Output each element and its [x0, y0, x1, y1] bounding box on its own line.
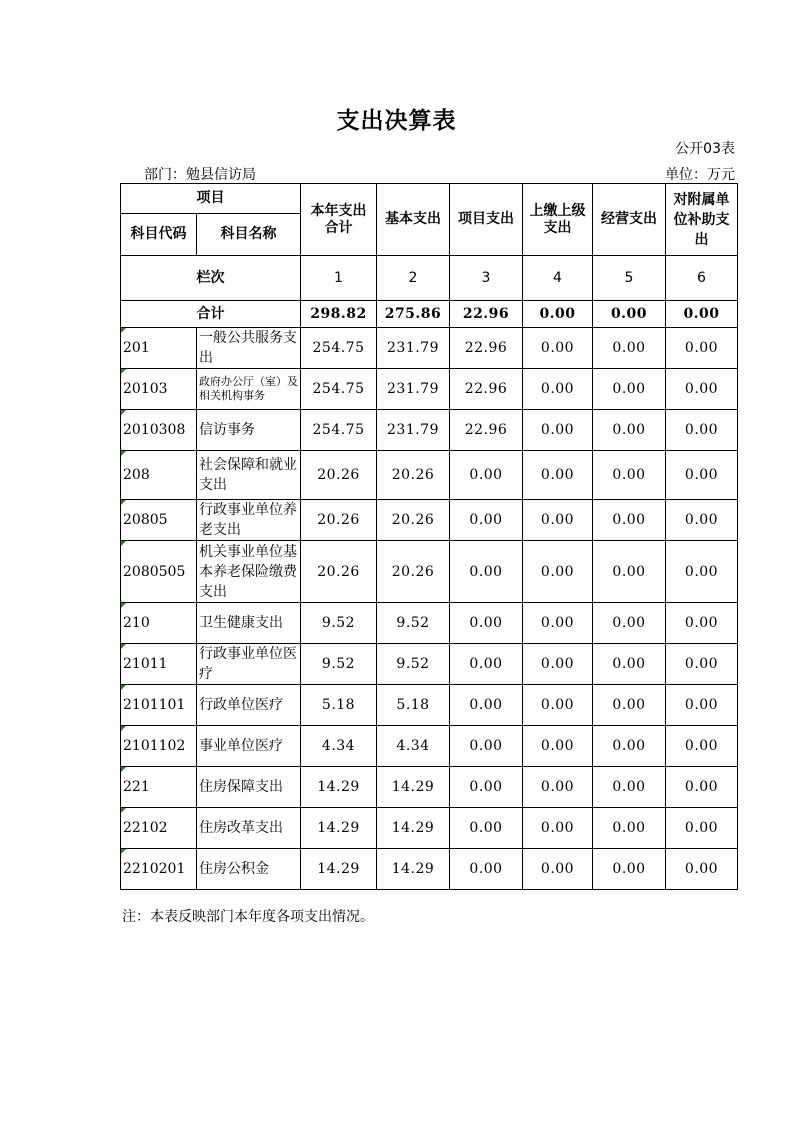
- subject-code-text: 2101101: [123, 697, 186, 713]
- amount-cell: 0.00: [593, 541, 666, 603]
- table-row: [121, 451, 738, 500]
- amount-cell: 0.00: [666, 328, 738, 369]
- subject-name: 社会保障和就业支出: [197, 451, 301, 500]
- column-index: 5: [593, 256, 666, 301]
- amount-cell: 22.96: [450, 369, 523, 410]
- subject-code: [121, 767, 197, 808]
- total-value: 275.86: [377, 301, 450, 328]
- amount-cell: 20.26: [301, 500, 377, 541]
- subject-code: [121, 849, 197, 890]
- amount-cell: 0.00: [666, 808, 738, 849]
- table-row: [121, 685, 738, 726]
- amount-cell: 254.75: [301, 410, 377, 451]
- header-project: 项目: [121, 184, 301, 214]
- amount-cell: 0.00: [450, 541, 523, 603]
- header-project-expense: 项目支出: [450, 184, 523, 256]
- subject-name: 行政事业单位医疗: [197, 644, 301, 685]
- amount-cell: 0.00: [593, 603, 666, 644]
- amount-cell: 14.29: [301, 767, 377, 808]
- table-row: [121, 328, 738, 369]
- subject-code: [121, 808, 197, 849]
- amount-cell: 0.00: [523, 726, 593, 767]
- amount-cell: 0.00: [450, 808, 523, 849]
- subject-name: 行政事业单位养老支出: [197, 500, 301, 541]
- amount-cell: 0.00: [450, 644, 523, 685]
- subject-code-text: 221: [123, 779, 150, 795]
- amount-cell: 0.00: [666, 369, 738, 410]
- subject-code: [121, 685, 197, 726]
- header-code: 科目代码: [121, 214, 197, 256]
- amount-cell: 0.00: [523, 767, 593, 808]
- header-upper: 上缴上级支出: [523, 184, 593, 256]
- amount-cell: 0.00: [593, 726, 666, 767]
- cell-marker-icon: [121, 369, 126, 374]
- amount-cell: 0.00: [593, 500, 666, 541]
- amount-cell: 0.00: [593, 369, 666, 410]
- amount-cell: 14.29: [301, 849, 377, 890]
- table-row: [121, 849, 738, 890]
- amount-cell: 9.52: [377, 603, 450, 644]
- cell-marker-icon: [121, 410, 126, 415]
- cell-marker-icon: [121, 541, 126, 546]
- amount-cell: 254.75: [301, 369, 377, 410]
- total-value: 0.00: [666, 301, 738, 328]
- amount-cell: 0.00: [450, 767, 523, 808]
- total-value: 0.00: [593, 301, 666, 328]
- subject-name: 一般公共服务支出: [197, 328, 301, 369]
- subject-code: [121, 541, 197, 603]
- subject-code-text: 2210201: [123, 861, 186, 877]
- amount-cell: 14.29: [301, 808, 377, 849]
- amount-cell: 0.00: [666, 767, 738, 808]
- table-row: [121, 410, 738, 451]
- cell-marker-icon: [121, 849, 126, 854]
- table-row: [121, 726, 738, 767]
- amount-cell: 0.00: [450, 849, 523, 890]
- unit-label: 单位：万元: [665, 167, 735, 183]
- column-index: 4: [523, 256, 593, 301]
- subject-name: 住房公积金: [197, 849, 301, 890]
- amount-cell: 0.00: [593, 410, 666, 451]
- amount-cell: 0.00: [666, 685, 738, 726]
- amount-cell: 9.52: [301, 644, 377, 685]
- column-index: 2: [377, 256, 450, 301]
- amount-cell: 22.96: [450, 328, 523, 369]
- cell-marker-icon: [121, 603, 126, 608]
- total-label: 合计: [121, 301, 301, 328]
- amount-cell: 231.79: [377, 328, 450, 369]
- amount-cell: 0.00: [450, 603, 523, 644]
- amount-cell: 14.29: [377, 767, 450, 808]
- column-index-row: [121, 256, 738, 301]
- subject-code-text: 2101102: [123, 738, 186, 754]
- amount-cell: 20.26: [377, 541, 450, 603]
- table-row: [121, 541, 738, 603]
- subject-code: [121, 410, 197, 451]
- header-subsidy: 对附属单位补助支出: [666, 184, 738, 256]
- total-value: 0.00: [523, 301, 593, 328]
- cell-marker-icon: [121, 451, 126, 456]
- amount-cell: 0.00: [523, 410, 593, 451]
- amount-cell: 5.18: [301, 685, 377, 726]
- amount-cell: 0.00: [523, 451, 593, 500]
- subject-code-text: 210: [123, 615, 150, 631]
- amount-cell: 0.00: [450, 500, 523, 541]
- table-row: [121, 369, 738, 410]
- amount-cell: 0.00: [593, 767, 666, 808]
- amount-cell: 4.34: [301, 726, 377, 767]
- amount-cell: 0.00: [450, 685, 523, 726]
- amount-cell: 20.26: [377, 451, 450, 500]
- subject-name: 卫生健康支出: [197, 603, 301, 644]
- amount-cell: 0.00: [666, 644, 738, 685]
- subject-code-text: 20805: [123, 512, 168, 528]
- subject-code: [121, 500, 197, 541]
- header-basic: 基本支出: [377, 184, 450, 256]
- column-index: 1: [301, 256, 377, 301]
- amount-cell: 0.00: [666, 726, 738, 767]
- cell-marker-icon: [121, 808, 126, 813]
- table-row: [121, 808, 738, 849]
- amount-cell: 0.00: [666, 451, 738, 500]
- amount-cell: 0.00: [450, 451, 523, 500]
- subject-code-text: 22102: [123, 820, 168, 836]
- cell-marker-icon: [121, 726, 126, 731]
- subject-code: [121, 644, 197, 685]
- subject-code: [121, 328, 197, 369]
- amount-cell: 0.00: [666, 410, 738, 451]
- column-index-label: 栏次: [121, 256, 301, 301]
- subject-code: [121, 451, 197, 500]
- amount-cell: 4.34: [377, 726, 450, 767]
- amount-cell: 0.00: [523, 500, 593, 541]
- column-index: 3: [450, 256, 523, 301]
- footnote: 注：本表反映部门本年度各项支出情况。: [122, 909, 374, 925]
- subject-name: 政府办公厅（室）及相关机构事务: [197, 369, 301, 410]
- cell-marker-icon: [121, 328, 126, 333]
- subject-code-text: 21011: [123, 656, 168, 672]
- subject-name: 住房改革支出: [197, 808, 301, 849]
- amount-cell: 0.00: [523, 603, 593, 644]
- amount-cell: 0.00: [593, 808, 666, 849]
- amount-cell: 5.18: [377, 685, 450, 726]
- cell-marker-icon: [121, 644, 126, 649]
- total-row: [121, 301, 738, 328]
- amount-cell: 0.00: [523, 369, 593, 410]
- subject-code-text: 208: [123, 467, 150, 483]
- cell-marker-icon: [121, 500, 126, 505]
- amount-cell: 0.00: [523, 644, 593, 685]
- table-row: [121, 500, 738, 541]
- amount-cell: 14.29: [377, 808, 450, 849]
- amount-cell: 0.00: [666, 849, 738, 890]
- amount-cell: 0.00: [666, 541, 738, 603]
- subject-code-text: 2080505: [123, 563, 186, 580]
- table-row: [121, 644, 738, 685]
- subject-name: 行政单位医疗: [197, 685, 301, 726]
- column-index: 6: [666, 256, 738, 301]
- subject-name: 信访事务: [197, 410, 301, 451]
- amount-cell: 0.00: [593, 644, 666, 685]
- amount-cell: 0.00: [593, 451, 666, 500]
- department-label: 部门：勉县信访局: [144, 167, 256, 183]
- amount-cell: 14.29: [377, 849, 450, 890]
- amount-cell: 9.52: [377, 644, 450, 685]
- amount-cell: 0.00: [593, 328, 666, 369]
- form-code: 公开03表: [675, 141, 735, 157]
- table-row: [121, 767, 738, 808]
- amount-cell: 0.00: [666, 500, 738, 541]
- subject-code: [121, 603, 197, 644]
- amount-cell: 0.00: [523, 808, 593, 849]
- cell-marker-icon: [121, 767, 126, 772]
- page-title: 支出决算表: [336, 108, 457, 134]
- amount-cell: 20.26: [301, 451, 377, 500]
- table-row: [121, 603, 738, 644]
- total-value: 22.96: [450, 301, 523, 328]
- amount-cell: 231.79: [377, 369, 450, 410]
- amount-cell: 20.26: [377, 500, 450, 541]
- amount-cell: 0.00: [523, 541, 593, 603]
- subject-code: [121, 726, 197, 767]
- amount-cell: 0.00: [593, 685, 666, 726]
- header-name: 科目名称: [197, 214, 301, 256]
- amount-cell: 9.52: [301, 603, 377, 644]
- expenditure-table: [120, 183, 738, 890]
- amount-cell: 20.26: [301, 541, 377, 603]
- amount-cell: 231.79: [377, 410, 450, 451]
- subject-name: 机关事业单位基本养老保险缴费支出: [197, 541, 301, 603]
- subject-name: 住房保障支出: [197, 767, 301, 808]
- header-business: 经营支出: [593, 184, 666, 256]
- amount-cell: 0.00: [666, 603, 738, 644]
- subject-code-text: 20103: [123, 381, 168, 397]
- subject-name: 事业单位医疗: [197, 726, 301, 767]
- header-total: 本年支出合计: [301, 184, 377, 256]
- cell-marker-icon: [121, 685, 126, 690]
- amount-cell: 0.00: [523, 328, 593, 369]
- subject-code-text: 201: [123, 340, 150, 356]
- amount-cell: 0.00: [523, 849, 593, 890]
- subject-code: [121, 369, 197, 410]
- amount-cell: 254.75: [301, 328, 377, 369]
- amount-cell: 22.96: [450, 410, 523, 451]
- total-value: 298.82: [301, 301, 377, 328]
- amount-cell: 0.00: [523, 685, 593, 726]
- amount-cell: 0.00: [450, 726, 523, 767]
- subject-code-text: 2010308: [123, 422, 186, 438]
- amount-cell: 0.00: [593, 849, 666, 890]
